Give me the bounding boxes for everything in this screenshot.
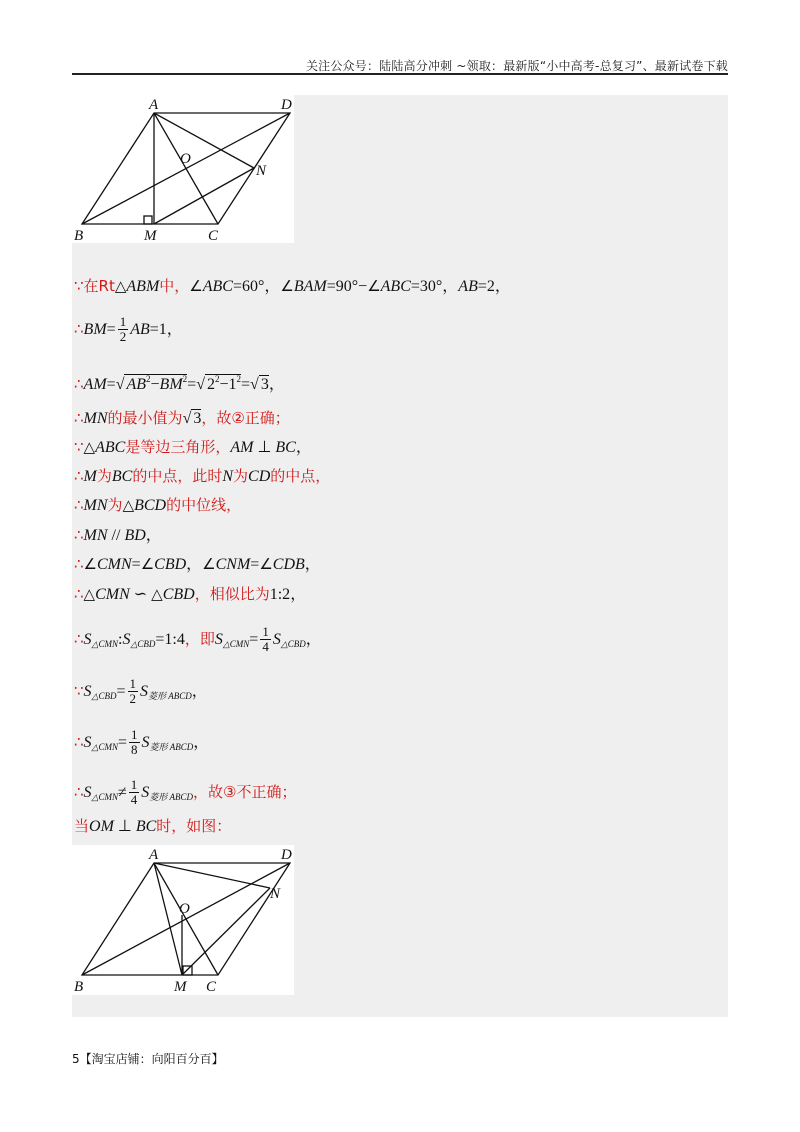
label-b-2: B bbox=[74, 979, 84, 995]
fraction-half: $\frac{1}{2}$ bbox=[119, 314, 127, 344]
label-m-2: M bbox=[174, 979, 187, 995]
label-n: N bbox=[256, 163, 267, 179]
figure-2-svg bbox=[72, 845, 294, 995]
label-a: A bbox=[149, 97, 159, 113]
solution-line-14: $\therefore S_{\triangle CMN}\ne$ $\frac{1}{4}$ $S_{菱形 ABCD}$，故③不正确； bbox=[74, 777, 297, 807]
solution-line-5: ∵△ABC是等边三角形，AM ⊥ BC， bbox=[74, 438, 312, 456]
solution-line-6: ∴M为BC的中点，此时N为CD的中点， bbox=[74, 467, 331, 485]
right-angle-mark bbox=[144, 216, 152, 224]
fraction-quarter: $\frac{1}{4}$ bbox=[262, 624, 269, 654]
solution-line-13: $\therefore S_{\triangle CMN}=$ $\frac{1}{8}$ $S_{菱形 ABCD}$， bbox=[74, 727, 210, 757]
footer-text: 【淘宝店铺：向阳百分百】 bbox=[79, 1052, 224, 1066]
label-b: B bbox=[74, 228, 84, 243]
solution-line-8: ∴MN // BD， bbox=[74, 526, 162, 544]
segment-am-2 bbox=[154, 863, 182, 975]
label-c: C bbox=[208, 228, 219, 243]
diagonal-bd-2 bbox=[82, 863, 290, 975]
solution-line-3: ∴AM=√ $AB^2-BM^2=√$ $2^2-1^2=√$ 3， bbox=[74, 374, 285, 393]
solution-line-11: $\therefore S_{\triangle CMN}:S_{\triangle CBD}=1:4$，即$S_{\triangle CMN}=$ $\frac{1}{4}$ $S_{\triangle CBD}$， bbox=[74, 624, 322, 654]
solution-line-12: $\because S_{\triangle CBD}=$ $\frac{1}{2}$ $S_{菱形 ABCD}$， bbox=[74, 676, 208, 706]
page-header: 关注公众号：陆陆高分冲刺 ~领取：最新版“小中高考-总复习”、最新试卷下载 bbox=[305, 59, 728, 73]
label-d: D bbox=[281, 97, 292, 113]
label-c-2: C bbox=[206, 979, 217, 995]
solution-line-2: ∴BM= $\frac{1}{2}$ AB=1， bbox=[74, 314, 183, 344]
label-a-2: A bbox=[149, 847, 159, 863]
solution-line-1: ∵在Rt△ABM中，∠ABC=60°，∠BAM=90°−∠ABC=30°，AB=2， bbox=[74, 277, 511, 295]
solution-line-4: ∴MN的最小值为√ 3，故②正确； bbox=[74, 409, 290, 427]
segment-an-2 bbox=[154, 863, 270, 888]
solution-line-15: 当OM ⊥ BC时，如图： bbox=[74, 817, 232, 835]
solution-line-9: ∴∠CMN=∠CBD，∠CNM=∠CDB， bbox=[74, 555, 321, 573]
rhombus-figure-2 bbox=[72, 845, 294, 995]
fraction-half-2: $\frac{1}{2}$ bbox=[129, 676, 136, 706]
label-n-2: N bbox=[270, 886, 281, 902]
label-o: O bbox=[180, 151, 191, 167]
fraction-quarter-2: $\frac{1}{4}$ bbox=[130, 777, 138, 807]
label-d-2: D bbox=[281, 847, 292, 863]
header-rule bbox=[72, 73, 728, 75]
solution-line-10: ∴△CMN ∽ △CBD，相似比为1:2， bbox=[74, 585, 307, 603]
page-footer bbox=[72, 1050, 224, 1067]
page-number: 5 bbox=[72, 1052, 80, 1066]
solution-line-7: ∴MN为△BCD的中位线， bbox=[74, 496, 242, 514]
label-o-2: O bbox=[179, 901, 190, 917]
fraction-eighth: $\frac{1}{8}$ bbox=[131, 727, 138, 757]
segment-mn bbox=[154, 168, 254, 224]
figure-1-svg bbox=[72, 95, 294, 243]
rhombus-figure-1 bbox=[72, 95, 294, 243]
label-m: M bbox=[144, 228, 157, 243]
